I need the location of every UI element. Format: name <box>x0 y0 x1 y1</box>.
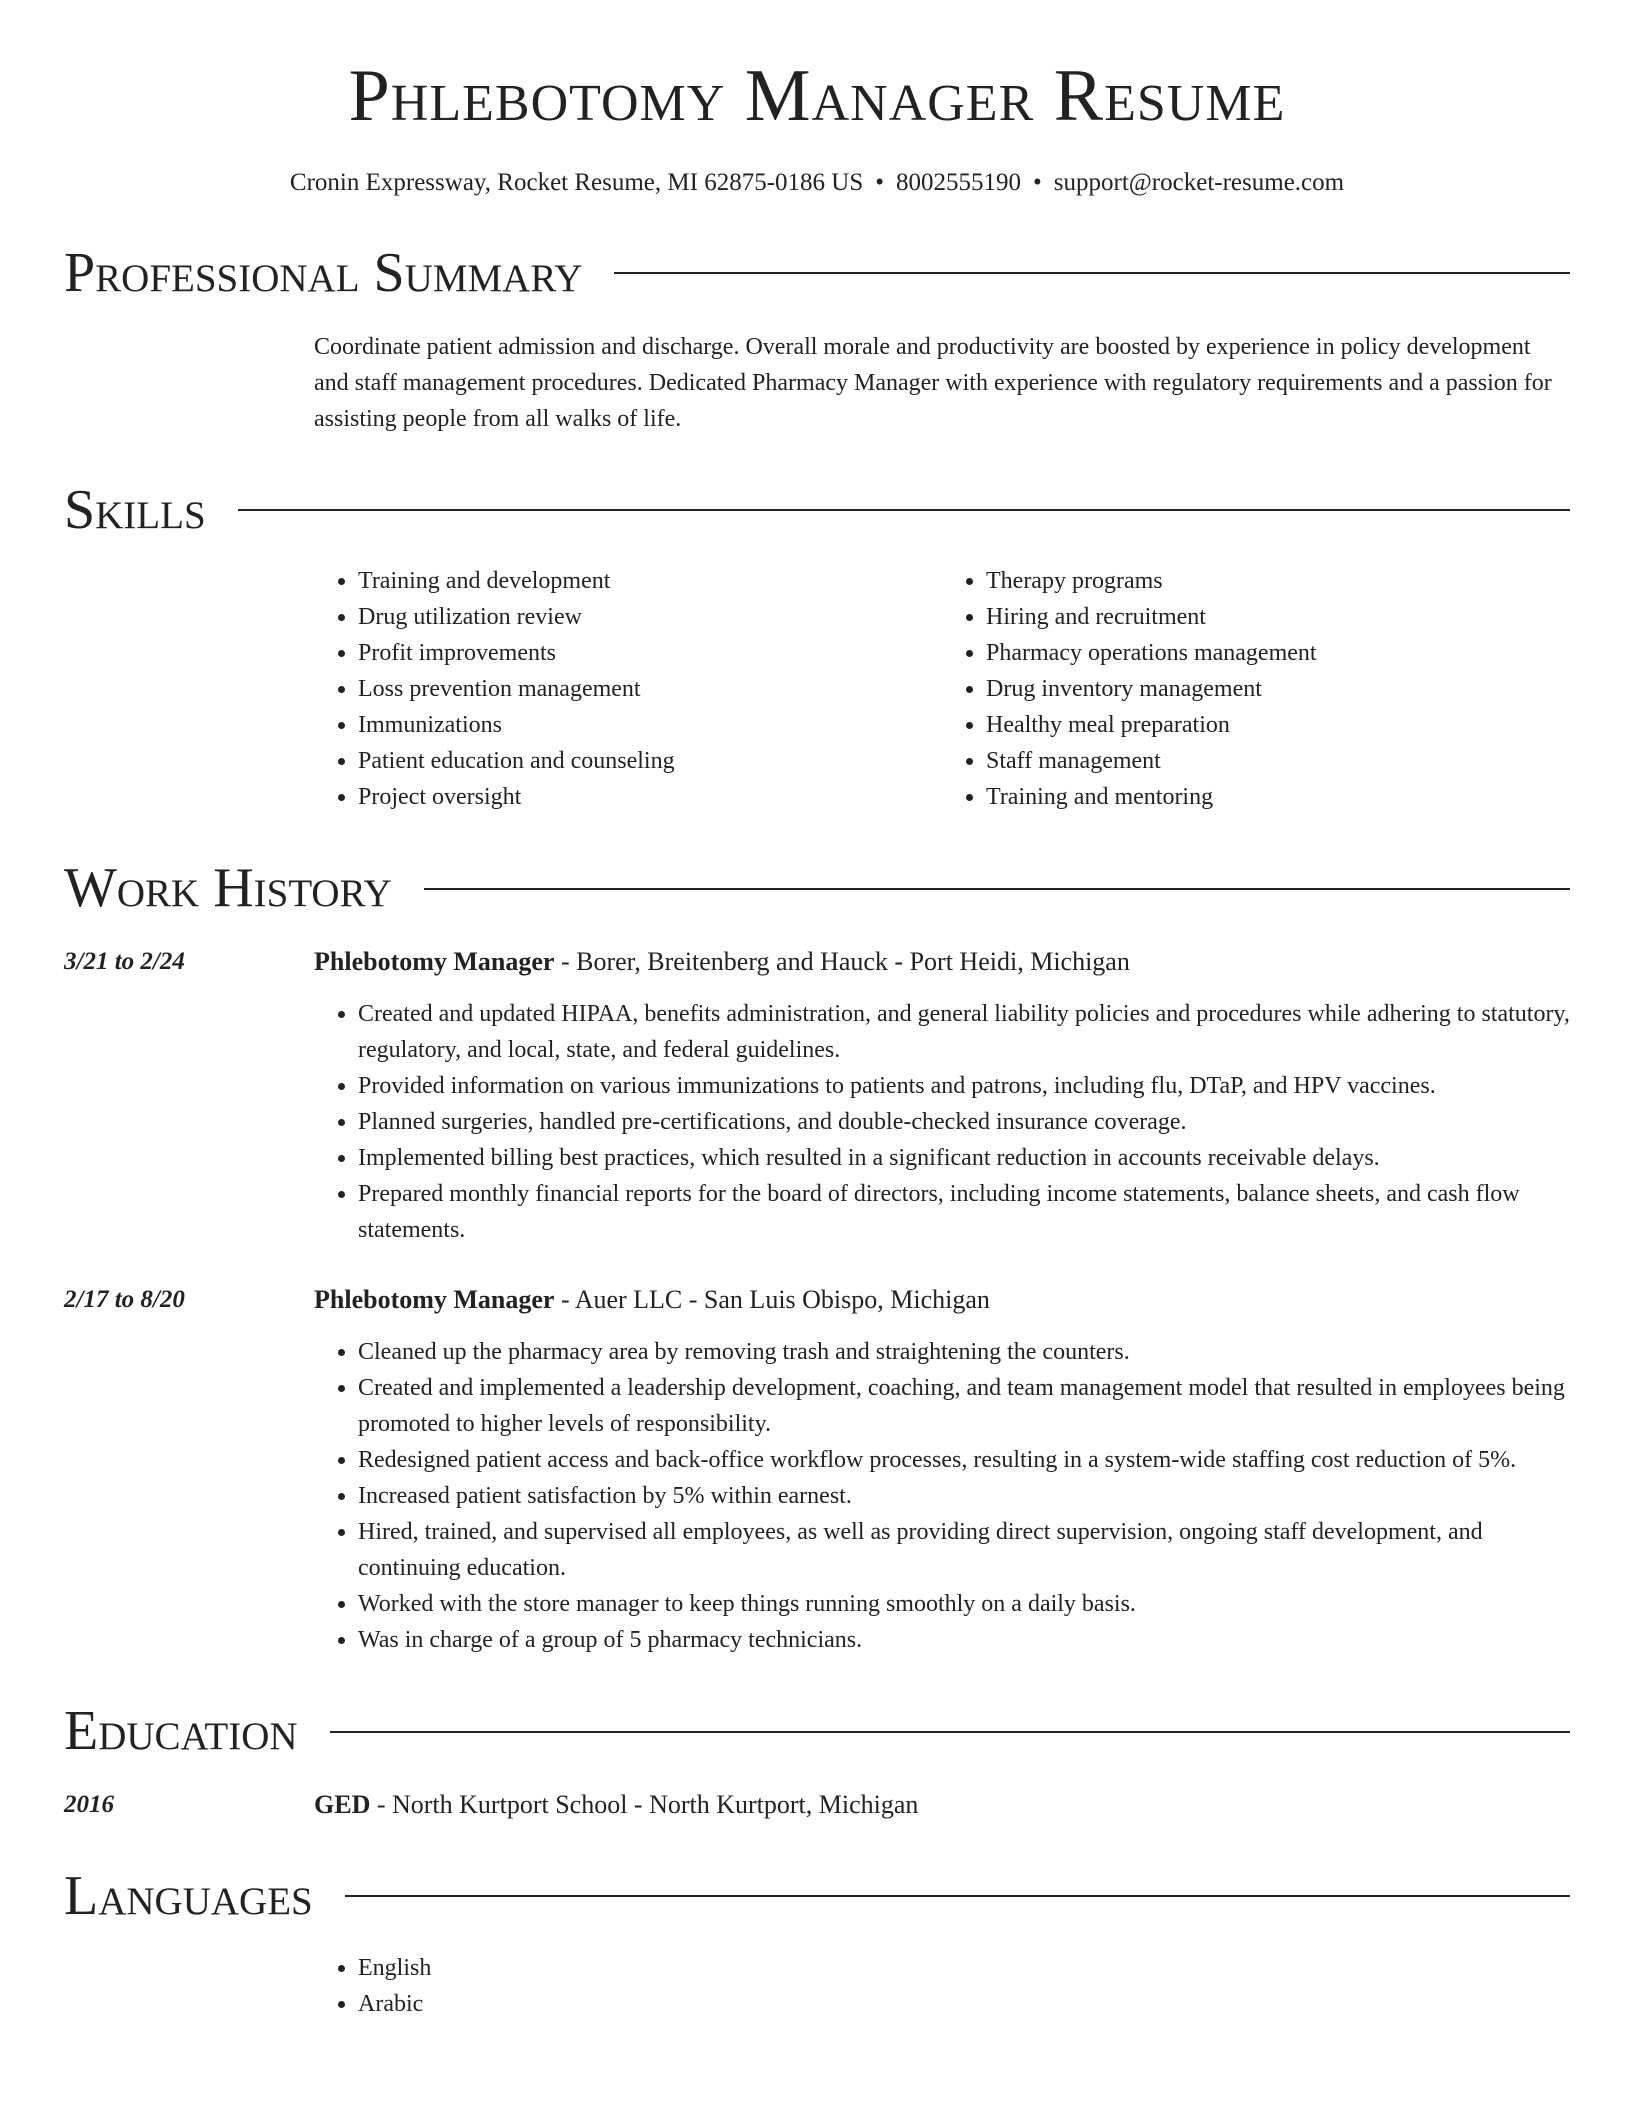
job-entry <box>64 944 1570 1248</box>
section-divider <box>424 888 1570 890</box>
section-title-skills: Skills <box>64 478 206 541</box>
summary-text: Coordinate patient admission and discharge. Overall morale and productivity are boosted by experience in policy development and staff management procedures. Dedicated Pharmacy Manager with experience with regulatory requirements and a passion for assisting people from all walks of life. <box>314 333 1552 432</box>
job-bullet: • Implemented billing best practices, which resulted in a significant reduction in accounts receivable delays. <box>358 1140 1570 1176</box>
job-details: - Borer, Breitenberg and Hauck - Port Heidi, Michigan <box>554 947 1130 977</box>
section-divider <box>238 509 1570 511</box>
education-date: 2016 <box>64 1791 114 1819</box>
contact-separator: • <box>1033 169 1042 197</box>
job-role: Phlebotomy Manager <box>314 1285 555 1315</box>
job-bullet: • Cleaned up the pharmacy area by removing trash and straightening the counters. <box>358 1334 1570 1370</box>
skill-item: • Staff management <box>986 743 1570 779</box>
job-bullets <box>314 996 1570 1248</box>
skills-list-right <box>942 563 1570 815</box>
section-header-skills <box>64 478 1570 541</box>
section-header-work <box>64 859 1570 918</box>
job-role: Phlebotomy Manager <box>314 947 555 977</box>
skill-item: • Drug utilization review <box>358 599 942 635</box>
skill-item: • Loss prevention management <box>358 671 942 707</box>
education-content <box>314 1787 1570 1823</box>
skill-item: • Training and development <box>358 563 942 599</box>
contact-address: Cronin Expressway, Rocket Resume, MI 62875-0186 US <box>289 169 864 197</box>
job-bullet: • Was in charge of a group of 5 pharmacy technicians. <box>358 1622 1570 1658</box>
job-bullet: • Redesigned patient access and back-office workflow processes, resulting in a system-wide staffing cost reduction of 5%. <box>358 1442 1570 1478</box>
job-bullet: • Hired, trained, and supervised all employees, as well as providing direct supervision, ongoing staff development, and continuing education. <box>358 1514 1570 1586</box>
section-title-summary: Professional Summary <box>64 241 583 304</box>
job-bullet: • Planned surgeries, handled pre-certifications, and double-checked insurance coverage. <box>358 1104 1570 1140</box>
job-bullet: • Worked with the store manager to keep things running smoothly on a daily basis. <box>358 1586 1570 1622</box>
language-item: • English <box>358 1950 1570 1986</box>
contact-email: support@rocket-resume.com <box>1053 169 1345 197</box>
skill-item: • Pharmacy operations management <box>986 635 1570 671</box>
page-title: Phlebotomy Manager Resume <box>348 55 1286 137</box>
section-title-languages: Languages <box>64 1865 313 1928</box>
skills-list-left <box>314 563 942 815</box>
languages-block <box>314 1950 1570 2022</box>
skills-columns <box>314 563 1570 815</box>
skill-item: • Training and mentoring <box>986 779 1570 815</box>
job-bullet: • Prepared monthly financial reports for the board of directors, including income statements, balance sheets, and cash flow statements. <box>358 1176 1570 1248</box>
job-entry <box>64 1282 1570 1658</box>
languages-list <box>314 1950 1570 2022</box>
skill-item: • Healthy meal preparation <box>986 707 1570 743</box>
education-entry <box>64 1787 1570 1823</box>
section-title-education: Education <box>64 1700 298 1763</box>
section-header-education <box>64 1702 1570 1761</box>
job-heading <box>314 1282 1570 1318</box>
section-divider <box>330 1731 1570 1733</box>
job-bullet: • Created and implemented a leadership development, coaching, and team management model that resulted in employees being promoted to higher levels of responsibility. <box>358 1370 1570 1442</box>
skill-item: • Drug inventory management <box>986 671 1570 707</box>
skill-item: • Project oversight <box>358 779 942 815</box>
job-date: 2/17 to 8/20 <box>64 1286 185 1314</box>
section-divider <box>614 272 1570 274</box>
job-details: - Auer LLC - San Luis Obispo, Michigan <box>554 1285 990 1315</box>
education-details: - North Kurtport School - North Kurtport, Michigan <box>370 1790 919 1820</box>
education-degree: GED <box>314 1790 371 1820</box>
job-date: 3/21 to 2/24 <box>64 948 185 976</box>
skill-item: • Immunizations <box>358 707 942 743</box>
contact-line <box>64 167 1570 200</box>
language-item: • Arabic <box>358 1986 1570 2022</box>
job-bullets <box>314 1334 1570 1658</box>
job-bullet: • Increased patient satisfaction by 5% within earnest. <box>358 1478 1570 1514</box>
job-content <box>314 1282 1570 1658</box>
skill-item: • Therapy programs <box>986 563 1570 599</box>
section-header-summary <box>64 241 1570 304</box>
job-bullet: • Provided information on various immunizations to patients and patrons, including flu, DTaP, and HPV vaccines. <box>358 1068 1570 1104</box>
skill-item: • Hiring and recruitment <box>986 599 1570 635</box>
section-header-languages <box>64 1867 1570 1926</box>
education-heading <box>314 1787 1570 1823</box>
job-bullet: • Created and updated HIPAA, benefits administration, and general liability policies and procedures while adhering to statutory, regulatory, and local, state, and federal guidelines. <box>358 996 1570 1068</box>
job-content <box>314 944 1570 1248</box>
contact-phone: 8002555190 <box>896 169 1022 197</box>
job-heading <box>314 944 1570 980</box>
skill-item: • Patient education and counseling <box>358 743 942 779</box>
skill-item: • Profit improvements <box>358 635 942 671</box>
section-title-work: Work History <box>64 857 392 920</box>
section-divider <box>345 1895 1570 1897</box>
contact-separator: • <box>875 169 885 197</box>
